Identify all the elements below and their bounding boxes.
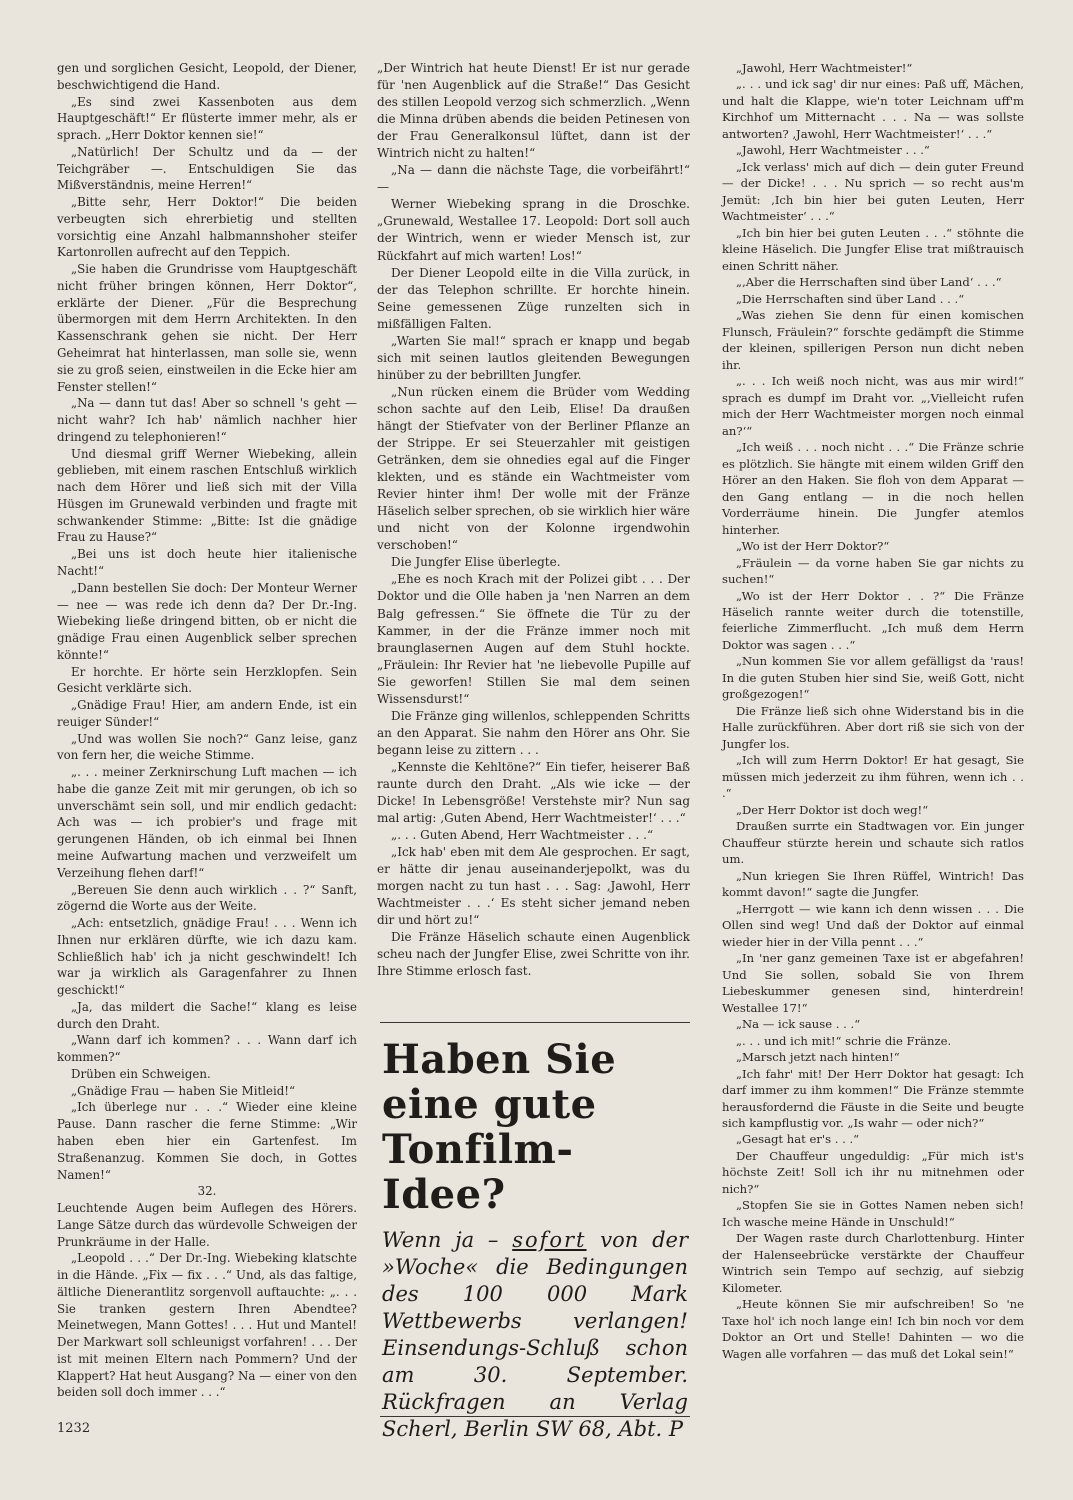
paragraph: „Gnädige Frau — haben Sie Mitleid!“ — [71, 1083, 296, 1098]
paragraph: „Bitte sehr, Herr Doktor!“ Die beiden verbeugten sich ehrerbietig und stellten vorsichtig eine Anzahl halbmannshoher steifer Kartonrollen aufrecht auf den Teppich. — [57, 195, 357, 260]
paragraph: Die Jungfer Elise überlegte. — [391, 555, 561, 570]
paragraph: „Nun rücken einem die Brüder vom Wedding schon sachte auf den Leib, Elise! Da draußen hängt der Stiefvater von der Berliner Pflanze an der Strippe. Er sei Steuerzahler mit geistigen Getränken, dem sie ohnedies egal auf die Finger klekten, und es stände ein Wachtmeister vom Revier hinter ihm! Der wolle mit der Fränze Häselich selber sprechen, ob sie wirklich hier wäre und nicht von der Kolonne irgendwohin verschoben!“ — [377, 384, 691, 553]
column-left — [57, 60, 357, 1401]
advertisement-box — [380, 1022, 690, 1441]
paragraph: „Es sind zwei Kassenboten aus dem Hauptgeschäft!“ Er flüsterte immer mehr, als er sprach. „Herr Doktor kennen sie!“ — [57, 94, 357, 143]
paragraph: Drüben ein Schweigen. — [71, 1066, 211, 1081]
paragraph: „Ich fahr' mit! Der Herr Doktor hat gesagt: Ich darf immer zu ihm kommen!“ Die Fränze stemmte herausfordernd die Fäuste in die Seite und beugte sich kampflustig vor. „Is wahr — oder nich?“ — [722, 1066, 1024, 1130]
paragraph: „Ja, das mildert die Sache!“ klang es leise durch den Draht. — [57, 999, 357, 1031]
paragraph: „Gesagt hat er's . . .“ — [736, 1132, 860, 1147]
ad-headline: Haben Sie eine gute Tonfilm-Idee? — [382, 1036, 617, 1218]
paragraph: Die Fränze ließ sich ohne Widerstand bis in die Halle zurückführen. Aber dort riß sie sich von der Jungfer los. — [722, 703, 1024, 751]
paragraph: „‚Aber die Herrschaften sind über Land‘ . . .“ — [736, 275, 1002, 290]
paragraph: „Sie haben die Grundrisse vom Hauptgeschäft nicht früher bringen können, Herr Doktor“, erklärte der Diener. „Für die Besprechung übermorgen mit dem Herrn Architekten. In den Kassenschrank gehen sie nicht. Der Herr Geheimrat hat hinterlassen, man solle sie, wenn sie zu groß seien, einstweilen in die Ecke hier am Fenster stellen!“ — [57, 262, 357, 394]
paragraph: „Na — dann tut das! Aber so schnell 's geht — nicht wahr? Ich hab' nämlich nachher hier dringend zu telephonieren!“ — [57, 396, 357, 444]
paragraph: „. . . und ick sag' dir nur eines: Paß uff, Mächen, und halt die Klappe, wie'n toter Leichnam uff'm Kirchhof um Mitternacht . . . Na — was sollste antworten? ‚Jawohl, Herr Wachtmeister!‘ . . .“ — [722, 77, 1024, 141]
paragraph: „Leopold . . .“ Der Dr.-Ing. Wiebeking klatschte in die Hände. „Fix — fix . . .“ Und, als das faltige, ältliche Dienerantlitz sorgenvoll auftauchte: „. . . Sie tranken gestern Ihren Abendtee? Meinetwegen, Mann Gottes! . . . Hut und Mantel! Der Markwart soll schleunigst vorfahren! . . . Der ist mit meinen Eltern nach Pommern? Und der Klappert? Hat heut Ausgang? Na — einer von den beiden soll doch immer . . .“ — [57, 1251, 357, 1400]
paragraph: „Die Herrschaften sind über Land . . .“ — [736, 291, 965, 306]
paragraph: „Herrgott — wie kann ich denn wissen . . . Die Ollen sind weg! Und daß der Doktor auf einmal wieder hier in der Villa pennt . . .“ — [722, 901, 1024, 949]
paragraph: „Fräulein — da vorne haben Sie gar nichts zu suchen!“ — [722, 555, 1024, 587]
paragraph: „Dann bestellen Sie doch: Der Monteur Werner — nee — was rede ich denn da? Der Dr.-Ing. Wiebeking ließe dringend bitten, ob er nicht die gnädige Frau einen Augenblick selber sprechen könnte!“ — [57, 580, 357, 662]
column-middle — [377, 60, 690, 981]
paragraph: „Na — ick sause . . .“ — [736, 1017, 861, 1032]
paragraph: „Ich weiß . . . noch nicht . . .“ Die Fränze schrie es plötzlich. Sie hängte mit einem wilden Griff den Hörer an den Haken. Sie floh von dem Apparat — den Gang entlang — in die noch hellen Vorderräume hinein. Die Jungfer atemlos hinterher. — [722, 440, 1024, 537]
paragraph: „Und was wollen Sie noch?“ Ganz leise, ganz von fern her, die weiche Stimme. — [57, 731, 357, 763]
paragraph: „In 'ner ganz gemeinen Taxe ist er abgefahren! Und Sie sollen, sobald Sie von Ihrem Liebeskummer genesen sind, hinterdrein! Westallee 17!“ — [722, 951, 1024, 1015]
paragraph: Der Diener Leopold eilte in die Villa zurück, in der das Telephon schrillte. Er horchte hinein. Seine gemessenen Züge runzelten sich in mißfälligen Falten. — [377, 265, 690, 331]
paragraph: „Ick hab' eben mit dem Ale gesprochen. Er sagt, er hätte dir jenau auseinanderjepolkt, was du morgen nacht zu tun hast . . . Sag: ‚Jawohl, Herr Wachtmeister . . .‘ Es steht sicher jemand neben dir und hört zu!“ — [377, 845, 690, 928]
paragraph: „Der Wintrich hat heute Dienst! Er ist nur gerade für 'nen Augenblick auf die Straße!“ Das Gesicht des stillen Leopold verzog sich schmerzlich. „Wenn die Minna drüben abends die beiden Petinesen von der Frau Generalkonsul lüftet, dann ist der Wintrich nicht zu halten!“ — [377, 61, 690, 161]
paragraph: „Jawohl, Herr Wachtmeister . . .“ — [736, 143, 930, 158]
paragraph: „Wo ist der Herr Doktor . . ?“ Die Fränze Häselich rannte weiter durch die totenstille, feierliche Zimmerflucht. „Ich muß dem Herrn Doktor was sagen . . .“ — [722, 588, 1024, 652]
paragraph: „Ick verlass' mich auf dich — dein guter Freund — der Dicke! . . . Nu sprich — so recht aus'm Jemüt: ‚Ich bin hier bei guten Leuten, Herr Wachtmeister‘ . . .“ — [722, 159, 1024, 224]
paragraph: „Ich will zum Herrn Doktor! Er hat gesagt, Sie müssen mich jederzeit zu ihm führen, wenn ich . . .“ — [722, 753, 1024, 801]
paragraph: „Natürlich! Der Schultz und da — der Teichgräber —. Entschuldigen Sie das Mißverständnis, meine Herren!“ — [57, 144, 357, 193]
paragraph: „Marsch jetzt nach hinten!“ — [736, 1050, 900, 1065]
paragraph: „Stopfen Sie sie in Gottes Namen neben sich! Ich wasche meine Hände in Unschuld!“ — [722, 1198, 1024, 1229]
ad-highlight: sofort — [512, 1228, 587, 1252]
ad-body — [382, 1227, 688, 1443]
paragraph: „Nun kriegen Sie Ihren Rüffel, Wintrich! Das kommt davon!“ sagte die Jungfer. — [722, 868, 1024, 900]
paragraph: „. . . Guten Abend, Herr Wachtmeister . . .“ — [391, 828, 654, 843]
paragraph: „Ich bin hier bei guten Leuten . . .“ stöhnte die kleine Häselich. Die Jungfer Elise trat mißtrauisch einen Schritt näher. — [722, 225, 1024, 273]
paragraph: „Nun kommen Sie vor allem gefälligst da 'raus! In die guten Stuben hier sind Sie, weiß Gott, nicht großgezogen!“ — [722, 654, 1024, 702]
paragraph: Leuchtende Augen beim Auflegen des Hörers. Lange Sätze durch das würdevolle Schweigen der Prunkräume in der Halle. — [57, 1201, 357, 1249]
ad-body-text: Wenn ja – — [382, 1228, 499, 1252]
paragraph: „Ehe es noch Krach mit der Polizei gibt . . . Der Doktor und die Olle haben ja 'nen Narren an dem Balg gefressen.“ Sie öffnete die Tür zu der Kammer, in der die Fränze immer noch mit braunglasernen Augen auf dem Stuhl hockte. „Fräulein: Ihr Revier hat 'ne liebevolle Pupille auf Sie geworfen! Stillen Sie mal dem seinen Wissensdurst!“ — [377, 572, 690, 706]
paragraph: „Ich überlege nur . . .“ Wieder eine kleine Pause. Dann rascher die ferne Stimme: „Wir haben eben hier ein Gartenfest. Im Straßenanzug. Kommen Sie doch, in Gottes Namen!“ — [57, 1100, 357, 1182]
paragraph: „Der Herr Doktor ist doch weg!“ — [736, 802, 929, 817]
paragraph: Der Wagen raste durch Charlottenburg. Hinter der Halenseebrücke verstärkte der Chauffeur Wintrich sein Tempo auf sechzig, auf siebzig Kilometer. — [722, 1231, 1024, 1295]
chapter-number: 32. — [197, 1184, 217, 1199]
paragraph: „. . . und ich mit!“ schrie die Fränze. — [736, 1033, 952, 1048]
paragraph: Draußen surrte ein Stadtwagen vor. Ein junger Chauffeur stürzte herein und schaute sich ratlos um. — [722, 819, 1024, 867]
paragraph: „Wo ist der Herr Doktor?“ — [736, 539, 890, 554]
paragraph: gen und sorglichen Gesicht, Leopold, der Diener, beschwichtigend die Hand. — [57, 61, 357, 92]
paragraph: Er horchte. Er hörte sein Herzklopfen. Sein Gesicht verklärte sich. — [57, 664, 357, 696]
paragraph: Die Fränze ging willenlos, schleppenden Schritts an den Apparat. Sie nahm den Hörer ans Ohr. Sie begann leise zu zittern . . . — [377, 708, 690, 757]
paragraph: „Wann darf ich kommen? . . . Wann darf ich kommen?“ — [57, 1033, 357, 1065]
paragraph: „Jawohl, Herr Wachtmeister!“ — [736, 61, 913, 75]
paragraph: „Na — dann die nächste Tage, die vorbeifährt!“ — — [377, 163, 690, 195]
paragraph: Die Fränze Häselich schaute einen Augenblick scheu nach der Jungfer Elise, zwei Schritte von ihr. Ihre Stimme erlosch fast. — [377, 930, 690, 979]
paragraph: „Ach: entsetzlich, gnädige Frau! . . . Wenn ich Ihnen nur erklären dürfte, wie ich dazu kam. Schließlich hab' ich ja nicht geschwindelt! Ich war ja wirklich als Garagenfahrer zu Ihnen geschickt!“ — [57, 916, 357, 998]
paragraph: Werner Wiebeking sprang in die Droschke. „Grunewald, Westallee 17. Leopold: Dort soll auch der Wintrich, wenn er wieder Mensch ist, zur Rückfahrt auf mich warten! Los!“ — [377, 197, 690, 263]
paragraph: „Was ziehen Sie denn für einen komischen Flunsch, Fräulein?“ forschte gedämpft die Stimme der kleinen, spillerigen Person nun dicht neben ihr. — [722, 308, 1024, 372]
page-number: 1232 — [57, 1421, 91, 1436]
paragraph: „Bei uns ist doch heute hier italienische Nacht!“ — [57, 547, 357, 578]
paragraph: „Heute können Sie mir aufschreiben! So 'ne Taxe hol' ich noch lange ein! Ich bin noch vor dem Doktor an Ort und Stelle! Dahinten — wo die Wagen alle vorfahren — das muß det Lokal sein!“ — [722, 1297, 1024, 1361]
paragraph: „Kennste die Kehltöne?“ Ein tiefer, heiserer Baß raunte durch den Draht. „Als wie icke — der Dicke! In Lebensgröße! Verstehste mir? Nun sag mal artig: ‚Guten Abend, Herr Wachtmeister!‘ . . .“ — [377, 759, 690, 826]
paragraph: „Bereuen Sie denn auch wirklich . . ?“ Sanft, zögernd die Worte aus der Weite. — [57, 882, 357, 914]
paragraph: Der Chauffeur ungeduldig: „Für mich ist's höchste Zeit! Soll ich ihr nu mitnehmen oder nich?“ — [722, 1148, 1024, 1196]
paragraph: „. . . meiner Zerknirschung Luft machen — ich habe die ganze Zeit mit mir gerungen, ob ich so unverschämt sein soll, und mir endlich gedacht: Ach was — ich probier's und frage mit gerungenen Händen, ob ich einmal bei Ihnen meine Aufwartung machen und verzweifelt um Verzeihung flehen darf!“ — [57, 765, 357, 880]
ad-body-text: von der »Woche« die Bedingungen des 100 000 Mark Wettbewerbs verlangen! Einsendungs-Schluß schon am 30. September. Rückfragen an Verlag Scherl, Berlin SW 68, Abt. P — [382, 1228, 688, 1441]
paragraph: Und diesmal griff Werner Wiebeking, allein geblieben, mit einem raschen Entschluß wirklich nach dem Hörer und ließ sich mit der Villa Hüsgen im Grunewald verbinden und fragte mit schwankender Stimme: „Bitte: Ist die gnädige Frau zu Hause?“ — [57, 446, 357, 545]
paragraph: „Gnädige Frau! Hier, am andern Ende, ist ein reuiger Sünder!“ — [57, 698, 357, 729]
column-right — [722, 60, 1024, 1362]
paragraph: „. . . Ich weiß noch nicht, was aus mir wird!“ sprach es dumpf im Draht vor. „‚Vielleicht rufen mich der Herr Wachtmeister morgen noch einmal an?‘“ — [722, 374, 1024, 438]
paragraph: „Warten Sie mal!“ sprach er knapp und begab sich mit seinen lautlos gleitenden Bewegungen hinüber zu der bebrillten Jungfer. — [377, 333, 690, 382]
